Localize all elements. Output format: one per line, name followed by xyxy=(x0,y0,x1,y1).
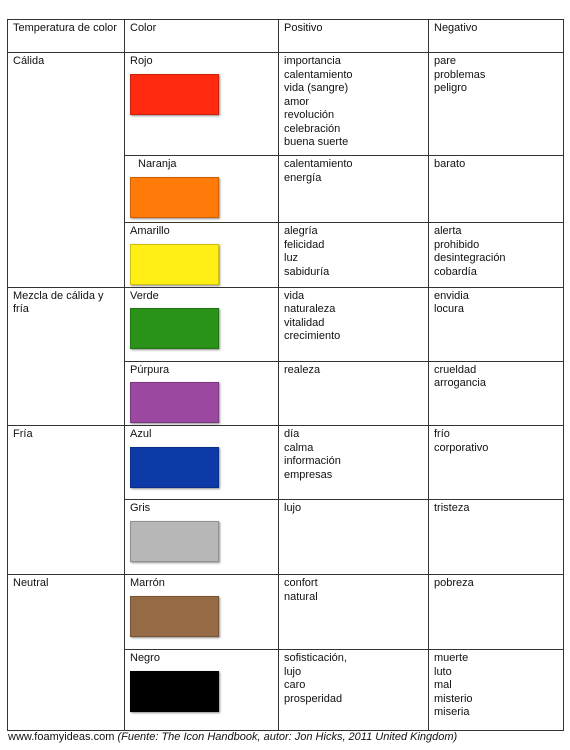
negative-cell xyxy=(429,156,564,223)
negative-word: arrogancia xyxy=(434,377,486,389)
positive-word: realeza xyxy=(284,363,321,376)
table-row xyxy=(8,53,564,156)
color-name: Rojo xyxy=(130,55,153,67)
table-row xyxy=(8,287,564,361)
negative-word: misterio xyxy=(434,692,473,705)
footer-site: www.foamyideas.com xyxy=(8,731,115,743)
color-swatch xyxy=(130,447,219,488)
positive-word: importancia xyxy=(284,55,341,67)
positive-word: sofisticación, xyxy=(284,652,347,664)
negative-word: problemas xyxy=(434,68,486,81)
header-negative: Negativo xyxy=(429,20,564,53)
negative-word: luto xyxy=(434,665,452,678)
color-swatch xyxy=(130,308,219,349)
negative-word: pobreza xyxy=(434,577,474,589)
color-cell xyxy=(125,500,279,575)
header-color: Color xyxy=(125,20,279,53)
positive-word: luz xyxy=(284,252,299,264)
color-cell xyxy=(125,156,279,223)
color-swatch xyxy=(130,177,219,218)
positive-word: crecimiento xyxy=(284,330,341,342)
negative-word: tristeza xyxy=(434,502,470,514)
positive-cell xyxy=(279,223,429,288)
negative-word: cobardía xyxy=(434,265,477,278)
positive-word: energía xyxy=(284,171,322,184)
color-name: Púrpura xyxy=(130,363,170,376)
positive-word: natural xyxy=(284,590,318,603)
color-swatch xyxy=(130,596,219,637)
color-name: Marrón xyxy=(130,577,165,589)
negative-word: peligro xyxy=(434,82,468,94)
positive-word: vida (sangre) xyxy=(284,82,349,94)
positive-word: empresas xyxy=(284,468,333,481)
positive-word: sabiduría xyxy=(284,265,330,278)
color-swatch xyxy=(130,521,219,562)
color-swatch xyxy=(130,74,219,115)
positive-cell xyxy=(279,500,429,575)
negative-cell xyxy=(429,650,564,731)
positive-cell xyxy=(279,361,429,426)
footer-source: (Fuente: The Icon Handbook, autor: Jon Hicks, 2011 United Kingdom) xyxy=(117,731,458,743)
positive-cell xyxy=(279,156,429,223)
positive-word: felicidad xyxy=(284,238,325,251)
negative-cell xyxy=(429,426,564,500)
color-name: Negro xyxy=(130,652,160,664)
color-cell xyxy=(125,287,279,361)
temperature-cell: Mezcla de cálida y fría xyxy=(8,287,125,426)
table-row xyxy=(8,426,564,500)
negative-word: miseria xyxy=(434,706,470,718)
positive-word: información xyxy=(284,455,341,467)
negative-word: muerte xyxy=(434,652,469,664)
negative-word: pare xyxy=(434,55,457,67)
color-meaning-table xyxy=(7,19,564,731)
positive-word: lujo xyxy=(284,665,302,678)
color-swatch xyxy=(130,671,219,712)
negative-word: barato xyxy=(434,158,466,170)
color-name: Verde xyxy=(130,289,159,302)
positive-word: calentamiento xyxy=(284,158,353,170)
positive-word: vitalidad xyxy=(284,316,325,329)
positive-cell xyxy=(279,53,429,156)
negative-word: frío xyxy=(434,428,450,440)
positive-word: caro xyxy=(284,679,306,691)
positive-word: naturaleza xyxy=(284,303,336,315)
header-temperature: Temperatura de color xyxy=(8,20,125,53)
negative-cell xyxy=(429,223,564,288)
positive-word: lujo xyxy=(284,502,302,514)
negative-word: locura xyxy=(434,303,464,315)
negative-word: crueldad xyxy=(434,363,477,376)
positive-word: día xyxy=(284,428,300,440)
positive-word: prosperidad xyxy=(284,692,343,705)
color-cell xyxy=(125,361,279,426)
color-cell xyxy=(125,223,279,288)
negative-cell xyxy=(429,361,564,426)
negative-cell xyxy=(429,500,564,575)
negative-word: prohibido xyxy=(434,238,480,251)
positive-word: alegría xyxy=(284,225,318,237)
negative-word: envidia xyxy=(434,289,469,302)
negative-word: mal xyxy=(434,679,452,691)
positive-word: vida xyxy=(284,289,305,302)
negative-word: alerta xyxy=(434,225,462,237)
color-name: Gris xyxy=(130,502,151,514)
color-swatch xyxy=(130,244,219,285)
header-positive: Positivo xyxy=(279,20,429,53)
positive-word: celebración xyxy=(284,122,341,135)
positive-cell xyxy=(279,426,429,500)
temperature-cell: Cálida xyxy=(8,53,125,288)
color-cell xyxy=(125,53,279,156)
positive-cell xyxy=(279,287,429,361)
negative-cell xyxy=(429,575,564,650)
positive-cell xyxy=(279,575,429,650)
positive-word: amor xyxy=(284,95,310,108)
color-cell xyxy=(125,426,279,500)
header-row xyxy=(8,20,564,53)
table-body xyxy=(8,20,564,731)
color-cell xyxy=(125,650,279,731)
positive-word: calma xyxy=(284,441,314,454)
temperature-cell: Fría xyxy=(8,426,125,575)
positive-word: revolución xyxy=(284,109,335,121)
color-swatch xyxy=(130,382,219,423)
color-name: Naranja xyxy=(138,158,177,170)
negative-cell xyxy=(429,287,564,361)
negative-word: corporativo xyxy=(434,441,489,454)
table-row xyxy=(8,575,564,650)
positive-word: buena suerte xyxy=(284,136,349,148)
color-name: Azul xyxy=(130,428,152,440)
color-name: Amarillo xyxy=(130,225,170,237)
positive-cell xyxy=(279,650,429,731)
temperature-cell: Neutral xyxy=(8,575,125,731)
negative-word: desintegración xyxy=(434,252,506,264)
footer-credit xyxy=(8,731,457,743)
positive-word: confort xyxy=(284,577,318,589)
positive-word: calentamiento xyxy=(284,68,353,81)
color-cell xyxy=(125,575,279,650)
negative-cell xyxy=(429,53,564,156)
